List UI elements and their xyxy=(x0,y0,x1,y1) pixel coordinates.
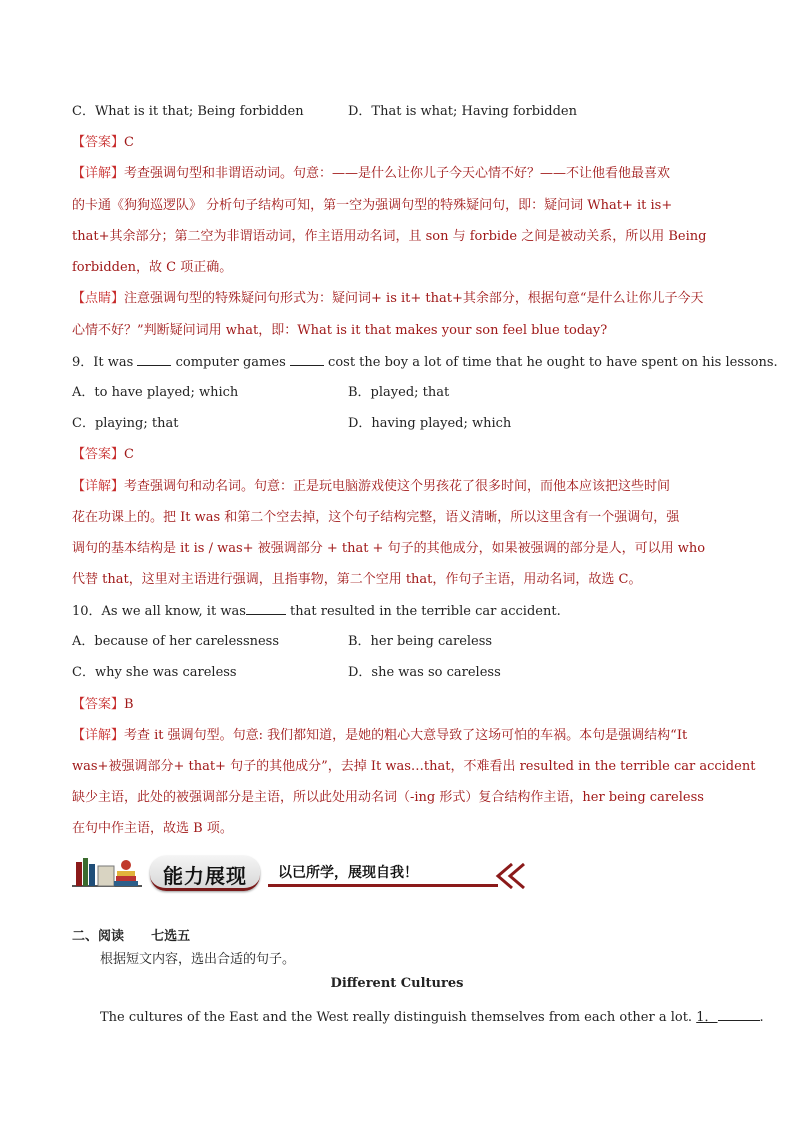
article-title: Different Cultures xyxy=(330,976,464,991)
q10-option-d: D．she was so careless xyxy=(348,665,501,680)
q10-stem: 10．As we all know, it was that resulted in the terrible car accident. xyxy=(72,604,561,619)
q8-option-c: C．What is it that; Being forbidden xyxy=(72,104,304,119)
q10-blank xyxy=(246,602,286,615)
q10-option-c: C．why she was careless xyxy=(72,665,237,680)
q9-explain-line4: 代替 that，这里对主语进行强调，且指事物，第二个空用 that，作句子主语，用动名词，故选 C。 xyxy=(72,572,642,587)
q9-option-c: C．playing; that xyxy=(72,416,179,431)
q9-explain-line2: 花在功课上的。把 It was 和第二个空去掉，这个句子结构完整，语义清晰，所以这里含有一个强调句，强 xyxy=(72,510,680,525)
banner-title: 能力展现 xyxy=(163,864,247,888)
blank-1 xyxy=(718,1008,760,1021)
q9-answer: 【答案】C xyxy=(72,447,134,462)
section-heading: 二、阅读 七选五 xyxy=(72,929,191,944)
q9-explain-line1: 【详解】考查强调句和动名词。句意：正是玩电脑游戏使这个男孩花了很多时间，而他本应该把这些时间 xyxy=(72,479,671,494)
q8-option-d: D．That is what; Having forbidden xyxy=(348,104,577,119)
q10-explain-line2: was+被强调部分+ that+ 句子的其他成分”，去掉 It was…that，不难看出 resulted in the terrible car accident xyxy=(72,759,756,774)
banner-title-pill xyxy=(150,856,260,891)
q10-option-b: B．her being careless xyxy=(348,634,493,649)
q10-explain-line1: 【详解】考查 it 强调句型。句意: 我们都知道，是她的粗心大意导致了这场可怕的车祸。本句是强调结构“It xyxy=(72,728,688,743)
q8-point-line2: 心情不好？”判断疑问词用 what，即：What is it that makes your son feel blue today? xyxy=(72,323,608,338)
section-instruction: 根据短文内容，选出合适的句子。 xyxy=(100,952,296,967)
q10-explain-line3: 缺少主语，此处的被强调部分是主语，所以此处用动名词（-ing 形式）复合结构作主语，her being careless xyxy=(72,790,704,805)
arrow-left-icon xyxy=(492,860,532,890)
q8-explain-line1: 【详解】考查强调句型和非谓语动词。句意：——是什么让你儿子今天心情不好？——不让他看他最喜欢 xyxy=(72,166,671,181)
q9-blank-2 xyxy=(290,353,324,366)
q9-blank-1 xyxy=(137,353,171,366)
banner-slogan: 以已所学，展现自我！ xyxy=(278,865,418,881)
article-paragraph-1: The cultures of the East and the West really distinguish themselves from each other a lot. 1． . xyxy=(100,1010,764,1025)
q10-option-a: A．because of her carelessness xyxy=(72,634,280,649)
blank-number: 1． xyxy=(696,1010,718,1025)
q8-point-line1: 【点睛】注意强调句型的特殊疑问句形式为：疑问词+ is it+ that+其余部分，根据句意“是什么让你儿子今天 xyxy=(72,291,704,306)
q8-explain-line2: 的卡通《狗狗巡逻队》 分析句子结构可知，第一空为强调句型的特殊疑问句，即：疑问词 What+ it is+ xyxy=(72,198,673,213)
q9-option-b: B．played; that xyxy=(348,385,450,400)
banner-slogan-bar xyxy=(268,858,498,887)
q9-explain-line3: 调句的基本结构是 it is / was+ 被强调部分 + that + 句子的其他成分，如果被强调的部分是人，可以用 who xyxy=(72,541,706,556)
q8-explain-line4: forbidden，故 C 项正确。 xyxy=(72,260,233,275)
q9-option-a: A．to have played; which xyxy=(72,385,239,400)
q8-answer: 【答案】C xyxy=(72,135,134,150)
q10-explain-line4: 在句中作主语，故选 B 项。 xyxy=(72,821,233,836)
q8-explain-line3: that+其余部分；第二空为非谓语动词，作主语用动名词，且 son 与 forbide 之间是被动关系，所以用 Being xyxy=(72,229,707,244)
section-banner xyxy=(72,852,532,894)
q10-answer: 【答案】B xyxy=(72,697,134,712)
q9-stem: 9．It was computer games cost the boy a lot of time that he ought to have spent on his lessons. xyxy=(72,355,778,370)
q9-option-d: D．having played; which xyxy=(348,416,512,431)
